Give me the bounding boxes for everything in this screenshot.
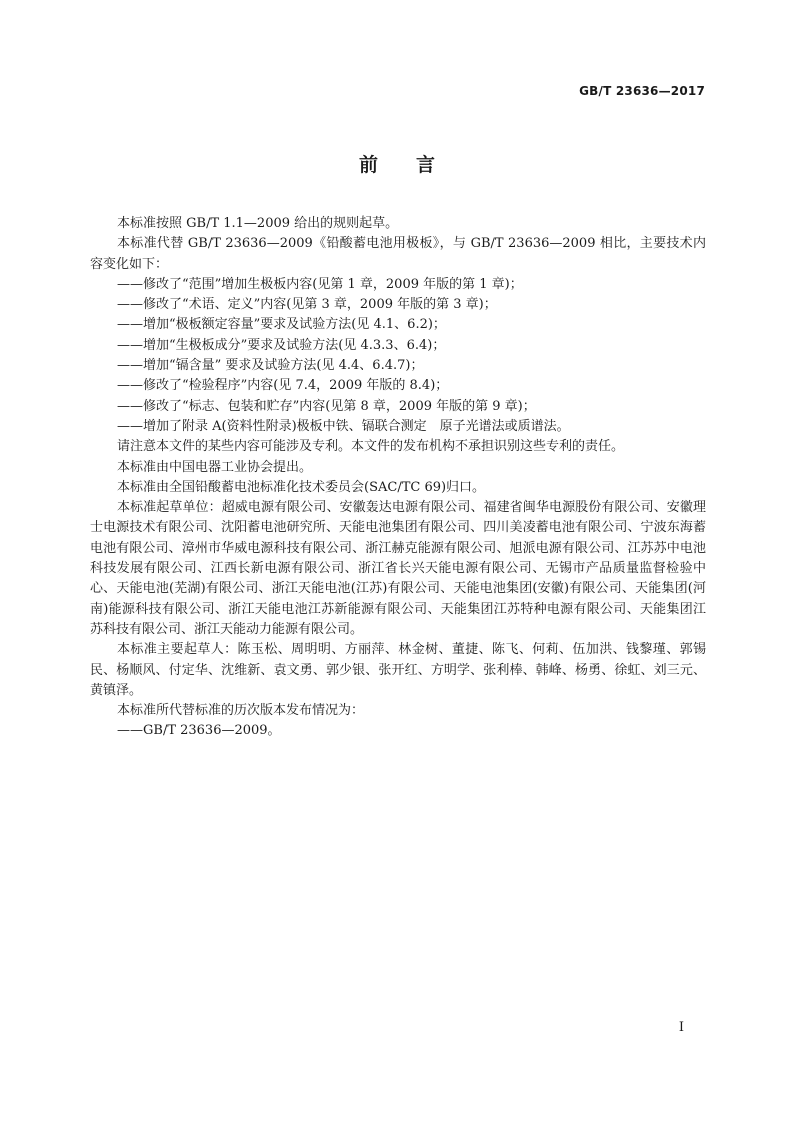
change-item: ——增加了附录 A(资料性附录)极板中铁、镉联合测定 原子光谱法或质谱法。 — [117, 418, 570, 434]
page-title: 前 言 — [358, 154, 435, 176]
change-item: ——增加“极板额定容量”要求及试验方法(见 4.1、6.2)； — [117, 317, 446, 333]
paragraph-replaces: 本标准代替 GB/T 23636—2009《铅酸蓄电池用极板》，与 GB/T 23636—2009 相比，主要技术内容变化如下： — [90, 236, 706, 272]
document-body — [90, 214, 706, 742]
change-item: ——修改了“术语、定义”内容(见第 3 章，2009 年版的第 3 章)； — [117, 297, 497, 313]
paragraph-drafting-units: 本标准起草单位：超威电源有限公司、安徽轰达电源有限公司、福建省闽华电源股份有限公司、安徽理士电源技术有限公司、沈阳蓄电池研究所、天能电池集团有限公司、四川美凌蓄电池有限公司、宁波东海蓄电池有限公司、漳州市华威电源科技有限公司、浙江赫克能源有限公司、旭派电源有限公司、江苏苏中电池科技发展有限公司、江西长新电源有限公司、浙江省长兴天能电源有限公司、无锡市产品质量监督检验中心、天能电池(芜湖)有限公司、浙江天能电池(江苏)有限公司、天能电池集团(安徽)有限公司、天能集团(河南)能源科技有限公司、浙江天能电池江苏新能源有限公司、天能集团江苏特种电源有限公司、天能集团江苏科技有限公司、浙江天能动力能源有限公司。 — [90, 500, 706, 637]
standard-number: GB/T 23636—2017 — [579, 84, 705, 98]
paragraph-history-intro: 本标准所代替标准的历次版本发布情况为： — [117, 703, 365, 719]
history-item: ——GB/T 23636—2009。 — [117, 723, 281, 739]
paragraph-drafters: 本标准主要起草人：陈玉松、周明明、方丽萍、林金树、董捷、陈飞、何莉、伍加洪、钱黎瑾、郭锡民、杨顺风、付定华、沈维新、袁文勇、郭少银、张开红、方明学、张利棒、韩峰、杨勇、徐虹、刘三元、黄镇泽。 — [90, 642, 706, 698]
change-item: ——修改了“范围”增加生极板内容(见第 1 章，2009 年版的第 1 章)； — [117, 276, 523, 292]
paragraph-committee: 本标准由全国铅酸蓄电池标准化技术委员会(SAC/TC 69)归口。 — [117, 479, 486, 495]
change-item: ——增加“镉含量” 要求及试验方法(见 4.4、6.4.7)； — [117, 358, 424, 374]
change-item: ——修改了“标志、包装和贮存”内容(见第 8 章，2009 年版的第 9 章)； — [117, 398, 536, 414]
page-number: I — [678, 1020, 684, 1035]
change-item: ——增加“生极板成分”要求及试验方法(见 4.3.3、6.4)； — [117, 337, 446, 353]
paragraph-proposer: 本标准由中国电器工业协会提出。 — [117, 459, 313, 475]
paragraph-patent-notice: 请注意本文件的某些内容可能涉及专利。本文件的发布机构不承担识别这些专利的责任。 — [117, 439, 625, 455]
paragraph-drafting-rules: 本标准按照 GB/T 1.1—2009 给出的规则起草。 — [117, 216, 399, 231]
change-item: ——修改了“检验程序”内容(见 7.4，2009 年版的 8.4)； — [117, 378, 449, 394]
